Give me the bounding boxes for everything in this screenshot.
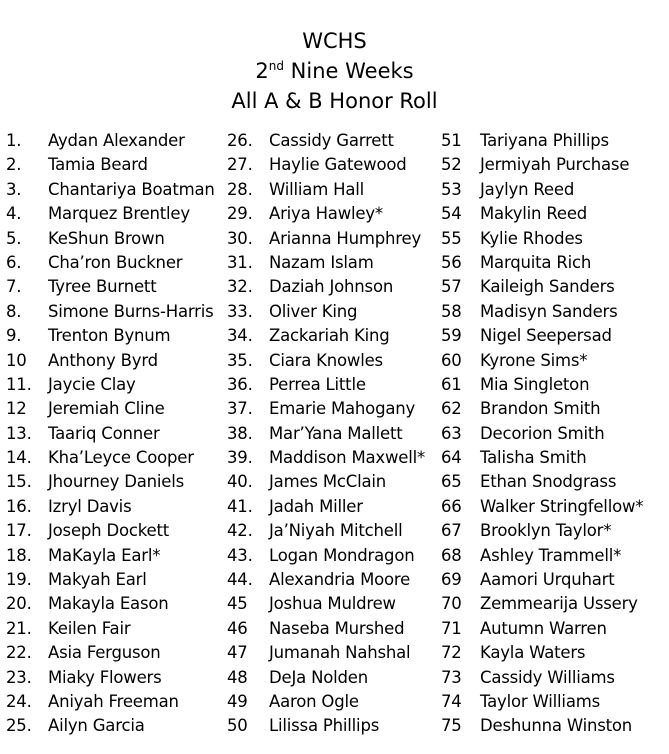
list-item <box>6 251 215 275</box>
list-item <box>6 495 215 519</box>
student-name: Zackariah King <box>269 326 390 346</box>
list-item <box>6 592 215 616</box>
honor-roll-columns <box>0 129 669 744</box>
list-item-number: 3. <box>6 179 22 199</box>
student-name: Oliver King <box>269 301 358 321</box>
list-item <box>6 690 215 714</box>
student-name: Jermiyah Purchase <box>480 155 630 175</box>
student-name: Perrea Little <box>269 374 366 394</box>
list-item-number: 43. <box>227 545 253 565</box>
list-item <box>441 544 643 568</box>
student-name: Arianna Humphrey <box>269 228 422 248</box>
student-name: Decorion Smith <box>480 423 605 443</box>
list-item-number: 33. <box>227 301 253 321</box>
student-name: Marquez Brentley <box>48 204 190 224</box>
list-item <box>227 495 425 519</box>
list-item-number: 45 <box>227 594 248 614</box>
list-item <box>441 446 643 470</box>
student-name: Aaron Ogle <box>269 691 359 711</box>
student-name: Zemmearija Ussery <box>480 594 638 614</box>
student-name: Autumn Warren <box>480 618 607 638</box>
list-item <box>227 568 425 592</box>
list-item-number: 66 <box>441 496 462 516</box>
student-name: Daziah Johnson <box>269 277 394 297</box>
list-item-number: 71 <box>441 618 462 638</box>
list-item <box>441 519 643 543</box>
list-item <box>227 422 425 446</box>
student-name: Taylor Williams <box>480 691 601 711</box>
list-item-number: 37. <box>227 399 253 419</box>
list-item <box>441 495 643 519</box>
list-item <box>227 690 425 714</box>
student-name: MaKayla Earl* <box>48 545 161 565</box>
list-item <box>227 544 425 568</box>
list-item-number: 70 <box>441 594 462 614</box>
list-title: All A & B Honor Roll <box>231 89 438 113</box>
list-item-number: 72 <box>441 643 462 663</box>
list-item-number: 20. <box>6 594 32 614</box>
list-item <box>441 592 643 616</box>
list-item-number: 57 <box>441 277 462 297</box>
list-item-number: 73 <box>441 667 462 687</box>
list-item-number: 10 <box>6 350 27 370</box>
list-item-number: 47 <box>227 643 248 663</box>
list-item-number: 1. <box>6 131 22 150</box>
student-name: Deshunna Winston <box>480 716 633 736</box>
list-item-number: 9. <box>6 326 22 346</box>
list-item-number: 75 <box>441 716 462 736</box>
student-name: Alexandria Moore <box>269 570 411 590</box>
list-item <box>441 227 643 251</box>
list-item-number: 11. <box>6 374 32 394</box>
list-item <box>227 373 425 397</box>
student-name: Chantariya Boatman <box>48 179 215 199</box>
student-name: Kayla Waters <box>480 643 586 663</box>
student-name: Kha’Leyce Cooper <box>48 448 194 468</box>
list-item-number: 62 <box>441 399 462 419</box>
list-item-number: 32. <box>227 277 253 297</box>
grading-period <box>0 56 669 86</box>
student-name: Joshua Muldrew <box>269 594 396 614</box>
list-item-number: 34. <box>227 326 253 346</box>
list-item-number: 61 <box>441 374 462 394</box>
list-item-number: 74 <box>441 691 462 711</box>
list-item <box>227 324 425 348</box>
list-item <box>227 592 425 616</box>
list-item-number: 19. <box>6 570 32 590</box>
list-item-number: 8. <box>6 301 22 321</box>
list-item-number: 49 <box>227 691 248 711</box>
list-item <box>6 275 215 299</box>
student-name: Jhourney Daniels <box>48 472 184 492</box>
student-name: Ja’Niyah Mitchell <box>269 521 403 541</box>
list-item-number: 55 <box>441 228 462 248</box>
list-item <box>227 470 425 494</box>
list-item <box>227 617 425 641</box>
list-item-number: 21. <box>6 618 32 638</box>
list-item <box>227 202 425 226</box>
list-item-number: 58 <box>441 301 462 321</box>
list-item <box>441 373 643 397</box>
student-name: Simone Burns-Harris <box>48 301 214 321</box>
student-name: Ailyn Garcia <box>48 716 145 736</box>
list-item-number: 53 <box>441 179 462 199</box>
student-name: Kylie Rhodes <box>480 228 583 248</box>
list-item-number: 16. <box>6 496 32 516</box>
list-item <box>227 129 425 153</box>
student-name: Ashley Trammell* <box>480 545 622 565</box>
list-item-number: 29. <box>227 204 253 224</box>
list-item-number: 54 <box>441 204 462 224</box>
list-item-number: 7. <box>6 277 22 297</box>
list-item <box>6 153 215 177</box>
student-name: Nazam Islam <box>269 252 374 272</box>
list-item-number: 28. <box>227 179 253 199</box>
list-item <box>227 227 425 251</box>
student-name: Mia Singleton <box>480 374 590 394</box>
student-name: Jaylyn Reed <box>480 179 575 199</box>
list-item <box>227 178 425 202</box>
list-item-number: 50 <box>227 716 248 736</box>
list-item <box>441 666 643 690</box>
list-item <box>227 251 425 275</box>
list-item-number: 6. <box>6 252 22 272</box>
student-name: DeJa Nolden <box>269 667 368 687</box>
student-name: Asia Ferguson <box>48 643 161 663</box>
student-name: Marquita Rich <box>480 252 592 272</box>
list-item-number: 2. <box>6 155 22 175</box>
list-item-number: 59 <box>441 326 462 346</box>
list-item-number: 56 <box>441 252 462 272</box>
list-item-number: 24. <box>6 691 32 711</box>
list-item <box>6 202 215 226</box>
student-name: Haylie Gatewood <box>269 155 407 175</box>
student-name: Aniyah Freeman <box>48 691 179 711</box>
list-item <box>6 349 215 373</box>
period-number: 2 <box>255 59 269 83</box>
list-item <box>6 422 215 446</box>
student-name: Izryl Davis <box>48 496 132 516</box>
student-name: KeShun Brown <box>48 228 165 248</box>
list-item-number: 5. <box>6 228 22 248</box>
list-item <box>227 666 425 690</box>
list-item <box>6 666 215 690</box>
list-item-number: 22. <box>6 643 32 663</box>
list-item <box>227 714 425 738</box>
name-column-2 <box>227 129 425 739</box>
list-item-number: 23. <box>6 667 32 687</box>
student-name: Maddison Maxwell* <box>269 448 426 468</box>
list-item-number: 18. <box>6 545 32 565</box>
list-item <box>441 178 643 202</box>
list-item-number: 4. <box>6 204 22 224</box>
student-name: Nigel Seepersad <box>480 326 612 346</box>
list-item <box>441 324 643 348</box>
list-item <box>6 470 215 494</box>
list-item <box>6 129 215 153</box>
student-name: Tamia Beard <box>48 155 148 175</box>
list-item <box>6 568 215 592</box>
list-item-number: 65 <box>441 472 462 492</box>
list-item-number: 48 <box>227 667 248 687</box>
list-item-number: 26. <box>227 131 253 150</box>
student-name: Jumanah Nahshal <box>269 643 411 663</box>
student-name: William Hall <box>269 179 365 199</box>
list-item <box>6 300 215 324</box>
student-name: James McClain <box>269 472 387 492</box>
list-item-number: 44. <box>227 570 253 590</box>
student-name: Cassidy Garrett <box>269 131 394 150</box>
name-column-1 <box>6 129 215 739</box>
list-item-number: 25. <box>6 716 32 736</box>
list-item <box>441 153 643 177</box>
period-suffix: nd <box>268 59 284 73</box>
list-item-number: 30. <box>227 228 253 248</box>
list-item-number: 60 <box>441 350 462 370</box>
list-item-number: 15. <box>6 472 32 492</box>
student-name: Walker Stringfellow* <box>480 496 644 516</box>
student-name: Lilissa Phillips <box>269 716 380 736</box>
student-name: Ciara Knowles <box>269 350 383 370</box>
list-item <box>441 397 643 421</box>
list-item <box>227 275 425 299</box>
list-item <box>441 422 643 446</box>
student-name: Aydan Alexander <box>48 131 185 150</box>
list-item-number: 27. <box>227 155 253 175</box>
list-item <box>441 470 643 494</box>
list-item <box>441 349 643 373</box>
list-item <box>227 446 425 470</box>
student-name: Logan Mondragon <box>269 545 415 565</box>
student-name: Ethan Snodgrass <box>480 472 617 492</box>
list-item <box>6 178 215 202</box>
list-item-number: 31. <box>227 252 253 272</box>
list-item-number: 12 <box>6 399 27 419</box>
list-item-number: 38. <box>227 423 253 443</box>
honor-roll-header <box>0 26 669 116</box>
student-name: Jaycie Clay <box>48 374 136 394</box>
student-name: Brandon Smith <box>480 399 601 419</box>
student-name: Trenton Bynum <box>48 326 171 346</box>
list-item <box>441 568 643 592</box>
list-item-number: 52 <box>441 155 462 175</box>
student-name: Emarie Mahogany <box>269 399 416 419</box>
list-item <box>6 397 215 421</box>
list-item <box>6 373 215 397</box>
list-item-number: 40. <box>227 472 253 492</box>
school-name: WCHS <box>302 29 367 53</box>
list-item <box>441 251 643 275</box>
list-item <box>227 519 425 543</box>
student-name: Brooklyn Taylor* <box>480 521 612 541</box>
list-item <box>441 641 643 665</box>
list-item <box>6 641 215 665</box>
student-name: Makylin Reed <box>480 204 588 224</box>
list-item-number: 64 <box>441 448 462 468</box>
list-item <box>6 519 215 543</box>
list-item <box>441 129 643 153</box>
list-item-number: 51 <box>441 131 462 150</box>
student-name: Talisha Smith <box>480 448 587 468</box>
list-item <box>6 617 215 641</box>
list-item-number: 41. <box>227 496 253 516</box>
student-name: Keilen Fair <box>48 618 131 638</box>
student-name: Makayla Eason <box>48 594 169 614</box>
list-item <box>6 446 215 470</box>
list-item <box>227 641 425 665</box>
student-name: Tyree Burnett <box>48 277 157 297</box>
list-item <box>441 617 643 641</box>
list-item <box>441 202 643 226</box>
list-item-number: 36. <box>227 374 253 394</box>
student-name: Ariya Hawley* <box>269 204 383 224</box>
list-item-number: 69 <box>441 570 462 590</box>
student-name: Miaky Flowers <box>48 667 162 687</box>
list-item <box>227 153 425 177</box>
student-name: Jeremiah Cline <box>48 399 165 419</box>
list-item <box>441 714 643 738</box>
list-item <box>227 349 425 373</box>
student-name: Makyah Earl <box>48 570 147 590</box>
list-item-number: 42. <box>227 521 253 541</box>
list-item <box>227 300 425 324</box>
list-item <box>6 714 215 738</box>
student-name: Jadah Miller <box>269 496 363 516</box>
name-column-3 <box>441 129 643 739</box>
list-item <box>441 690 643 714</box>
list-item-number: 67 <box>441 521 462 541</box>
student-name: Anthony Byrd <box>48 350 158 370</box>
list-item <box>227 397 425 421</box>
list-item <box>441 275 643 299</box>
student-name: Madisyn Sanders <box>480 301 618 321</box>
list-item <box>6 544 215 568</box>
student-name: Taariq Conner <box>48 423 160 443</box>
student-name: Kaileigh Sanders <box>480 277 615 297</box>
student-name: Kyrone Sims* <box>480 350 588 370</box>
list-item-number: 39. <box>227 448 253 468</box>
list-item-number: 63 <box>441 423 462 443</box>
student-name: Tariyana Phillips <box>480 131 609 150</box>
student-name: Cha’ron Buckner <box>48 252 183 272</box>
student-name: Aamori Urquhart <box>480 570 615 590</box>
list-item-number: 17. <box>6 521 32 541</box>
period-rest: Nine Weeks <box>284 59 414 83</box>
list-item <box>6 227 215 251</box>
list-item-number: 68 <box>441 545 462 565</box>
list-item-number: 14. <box>6 448 32 468</box>
list-item-number: 35. <box>227 350 253 370</box>
list-item-number: 13. <box>6 423 32 443</box>
list-item <box>441 300 643 324</box>
student-name: Joseph Dockett <box>48 521 170 541</box>
student-name: Cassidy Williams <box>480 667 615 687</box>
student-name: Naseba Murshed <box>269 618 405 638</box>
student-name: Mar’Yana Mallett <box>269 423 403 443</box>
list-item-number: 46 <box>227 618 248 638</box>
list-item <box>6 324 215 348</box>
